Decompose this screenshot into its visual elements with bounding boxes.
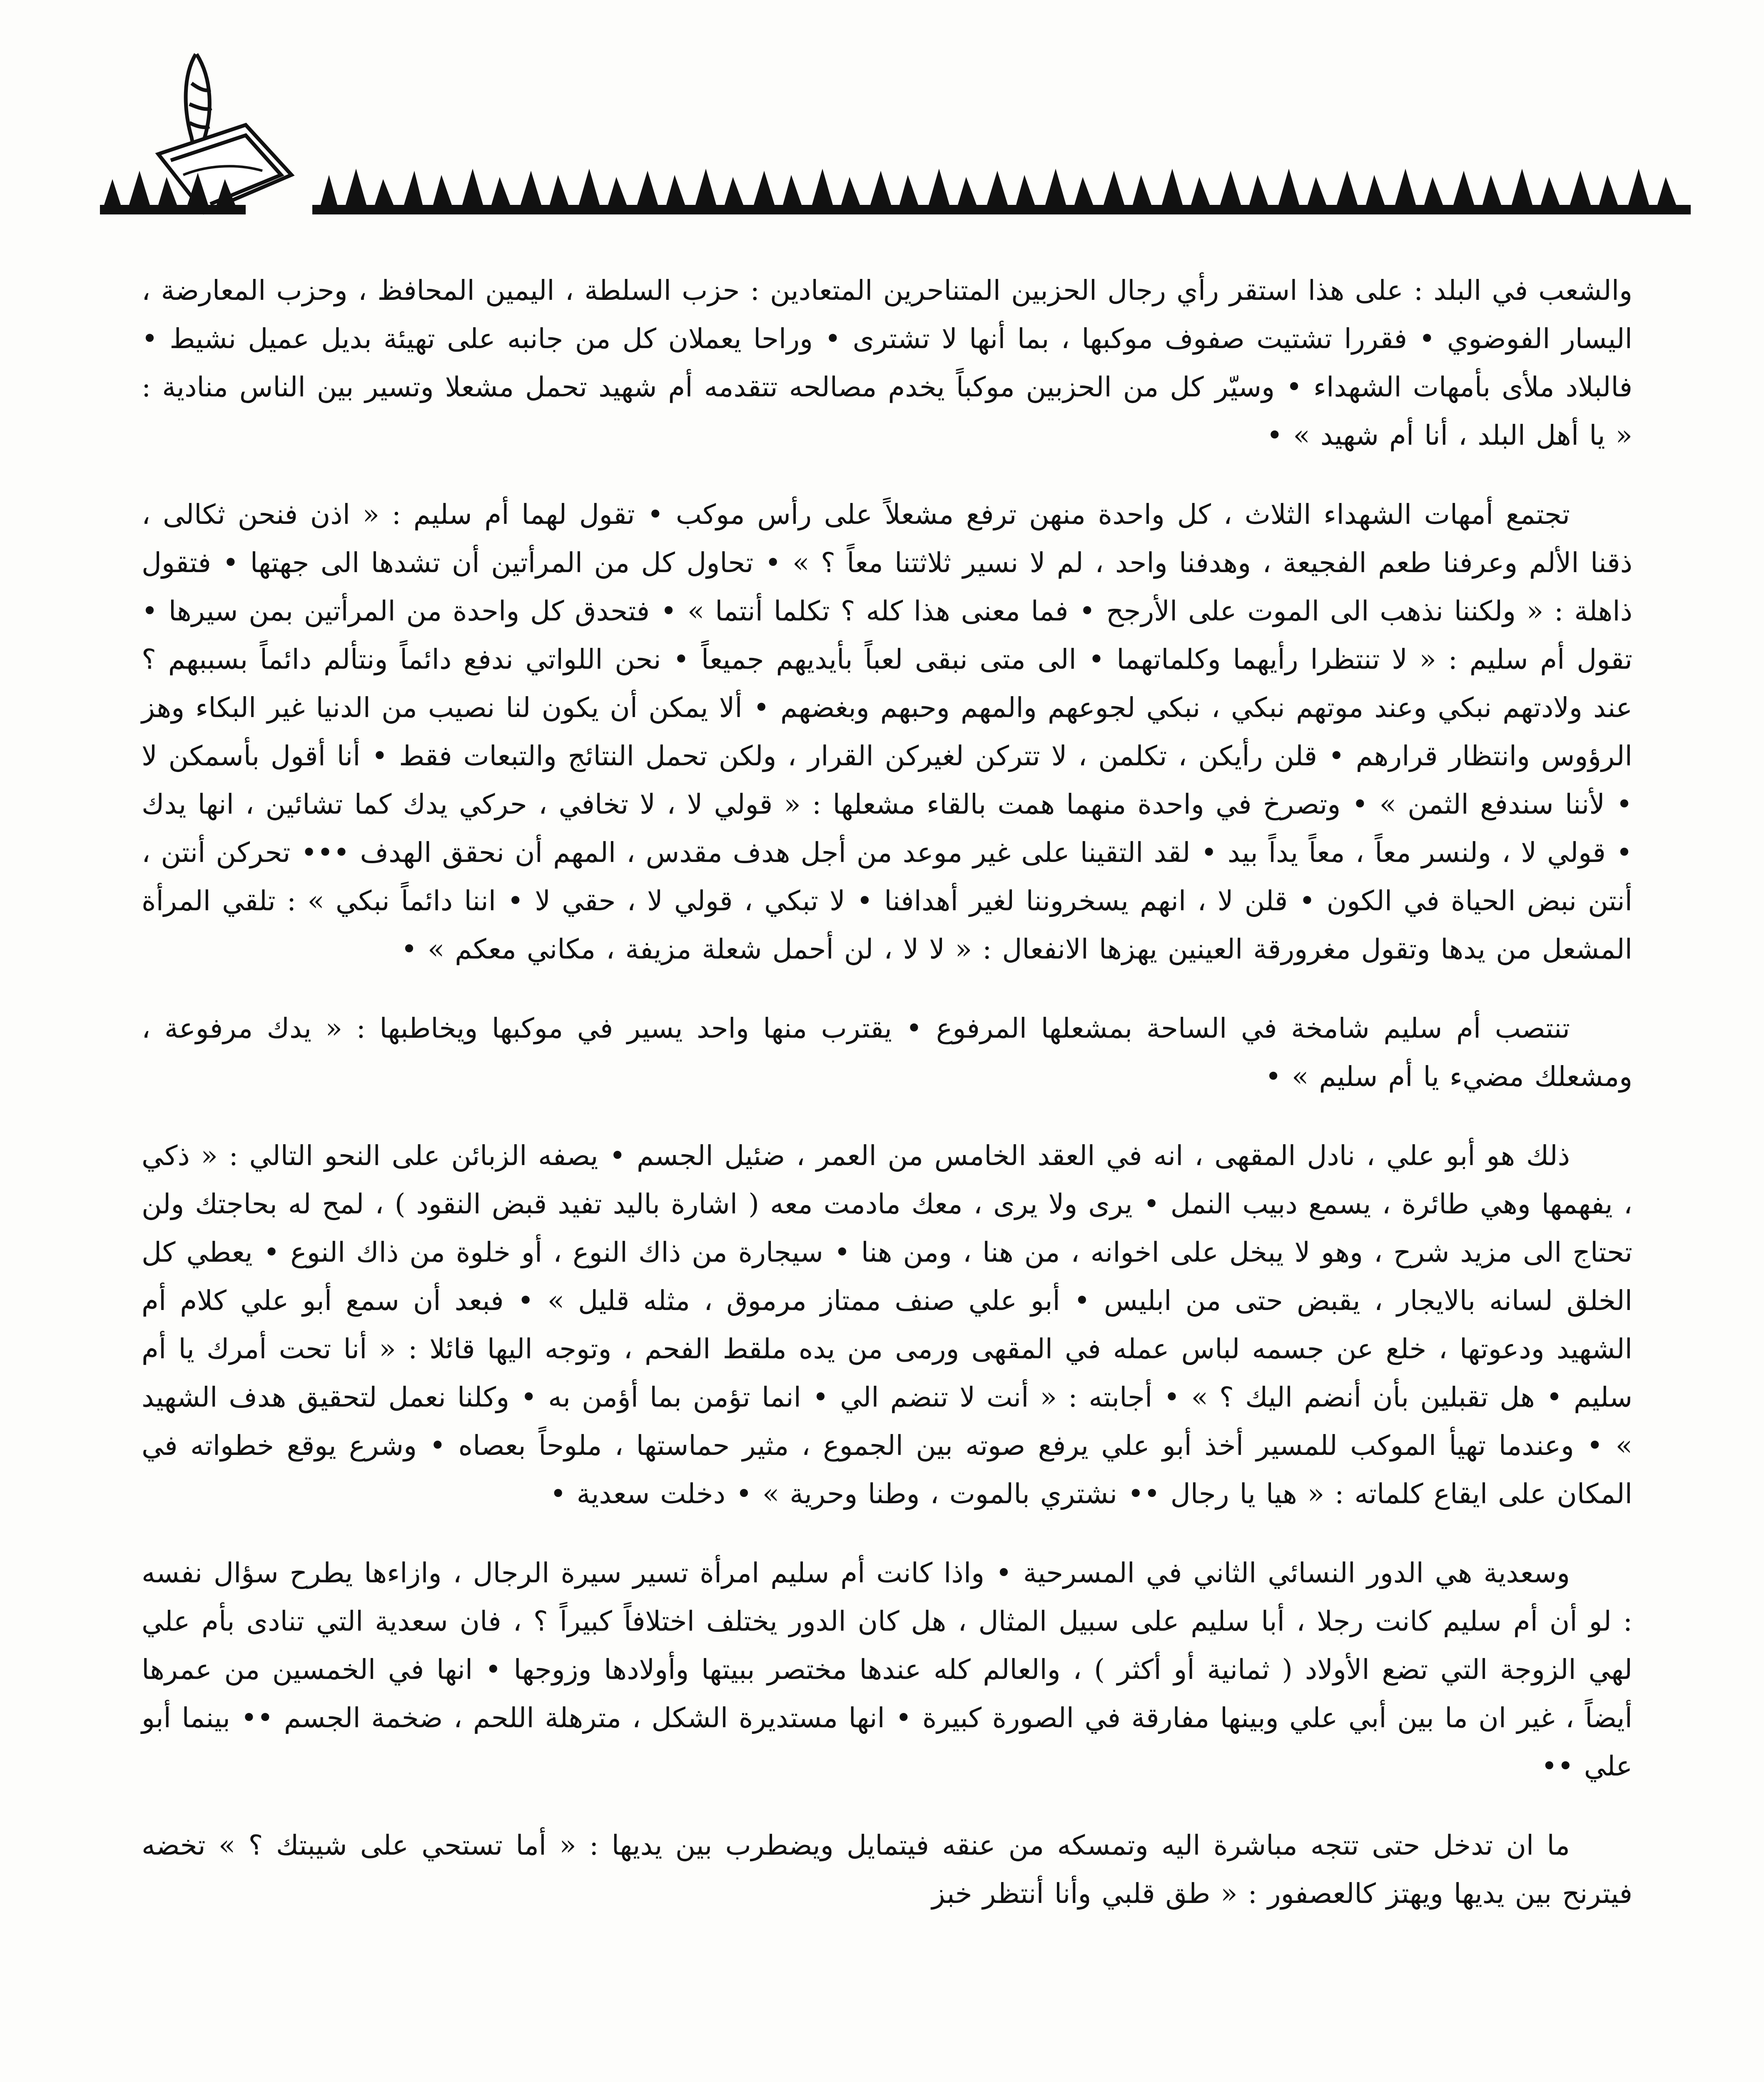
paragraph-3: تنتصب أم سليم شامخة في الساحة بمشعلها المرفوع • يقترب منها واحد يسير في موكبها ويخاطبها : « يدك مرفوعة ، ومشعلك مضيء يا أم سليم » • xyxy=(142,1012,1632,1093)
decorative-header-ornament xyxy=(46,50,1695,225)
paragraph-1: والشعب في البلد : على هذا استقر رأي رجال الحزبين المتناحرين المتعادين : حزب السلطة ، اليمين المحافظ ، وحزب المعارضة ، اليسار الفوضوي • فقررا تشتيت صفوف موكبها ، بما أنها لا تشترى • وراحا يعملان كل من جانبه على تهيئة بديل عميل نشيط • فالبلاد ملأى بأمهات الشهداء • وسيّر كل من الحزبين موكباً يخدم مصالحه تتقدمه أم شهيد تحمل مشعلا وتسير بين الناس منادية : « يا أهل البلد ، أنا أم شهيد » • xyxy=(142,274,1632,451)
paragraph-6: ما ان تدخل حتى تتجه مباشرة اليه وتمسكه من عنقه فيتمايل ويضطرب بين يديها : « أما تستحي على شيبتك ؟ » تخضه فيترنح بين يديها ويهتز كالعصفور : « طق قلبي وأنا أنتظر خبز xyxy=(142,1829,1632,1910)
paragraph-2: تجتمع أمهات الشهداء الثلاث ، كل واحدة منهن ترفع مشعلاً على رأس موكب • تقول لهما أم سليم : « اذن فنحن ثكالى ، ذقنا الألم وعرفنا طعم الفجيعة ، وهدفنا واحد ، لم لا نسير ثلاثتنا معاً ؟ » • تحاول كل من المرأتين أن تشدها الى جهتها • فتقول ذاهلة : « ولكننا نذهب الى الموت على الأرجح • فما معنى هذا كله ؟ تكلما أنتما » • فتحدق كل واحدة من المرأتين بمن سيرها • تقول أم سليم : « لا تنتظرا رأيهما وكلماتهما • الى متى نبقى لعباً بأيديهم جميعاً • نحن اللواتي ندفع دائماً ونتألم دائماً بسببهم ؟ عند ولادتهم نبكي وعند موتهم نبكي ، نبكي لجوعهم والمهم وحبهم وبغضهم • ألا يمكن أن يكون لنا نصيب من الدنيا غير البكاء وهز الرؤوس وانتظار قرارهم • قلن رأيكن ، تكلمن ، لا تتركن لغيركن القرار ، ولكن تحمل النتائج والتبعات فقط • أنا أقول بأسمكن لا • لأننا سندفع الثمن » • وتصرخ في واحدة منهما همت بالقاء مشعلها : « قولي لا ، لا تخافي ، حركي يدك كما تشائين ، انها يدك • قولي لا ، ولنسر معاً ، معاً يداً بيد • لقد التقينا على غير موعد من أجل هدف مقدس ، المهم أن نحقق الهدف ••• تحركن أنتن ، أنتن نبض الحياة في الكون • قلن لا ، انهم يسخروننا لغير أهدافنا • لا تبكي ، قولي لا ، حقي لا • اننا دائماً نبكي » : تلقي المرأة المشعل من يدها وتقول مغرورقة العينين يهزها الانفعال : « لا لا ، لن أحمل شعلة مزيفة ، مكاني معكم » • xyxy=(142,498,1633,965)
body-text xyxy=(142,266,1632,1949)
paragraph-5: وسعدية هي الدور النسائي الثاني في المسرحية • واذا كانت أم سليم امرأة تسير سيرة الرجال ، وازاءها يطرح سؤال نفسه : لو أن أم سليم كانت رجلا ، أبا سليم على سبيل المثال ، هل كان الدور يختلف اختلافاً كبيراً ؟ ، فان سعدية التي تنادى بأم علي لهي الزوجة التي تضع الأولاد ( ثمانية أو أكثر ) ، والعالم كله عندها مختصر ببيتها وأولادها وزوجها • انها في الخمسين من عمرها أيضاً ، غير ان ما بين أبي علي وبينها مفارقة في الصورة كبيرة • انها مستديرة الشكل ، مترهلة اللحم ، ضخمة الجسم •• بينما أبو علي •• xyxy=(142,1557,1632,1782)
paragraph-4: ذلك هو أبو علي ، نادل المقهى ، انه في العقد الخامس من العمر ، ضئيل الجسم • يصفه الزبائن على النحو التالي : « ذكي ، يفهمها وهي طائرة ، يسمع دبيب النمل • يرى ولا يرى ، معك مادمت معه ( اشارة باليد تفيد قبض النقود ) ، لمح له بحاجتك ولن تحتاج الى مزيد شرح ، وهو لا يبخل على اخوانه ، من هنا ، ومن هنا • سيجارة من ذاك النوع ، أو خلوة من ذاك النوع • يعطي كل الخلق لسانه بالايجار ، يقبض حتى من ابليس • أبو علي صنف ممتاز مرموق ، مثله قليل » • فبعد أن سمع أبو علي كلام أم الشهيد ودعوتها ، خلع عن جسمه لباس عمله في المقهى ورمى من يده ملقط الفحم ، وتوجه اليها قائلا : « أنا تحت أمرك يا أم سليم • هل تقبلين بأن أنضم اليك ؟ » • أجابته : « أنت لا تنضم الي • انما تؤمن بما أؤمن به • وكلنا نعمل لتحقيق هدف الشهيد » • وعندما تهيأ الموكب للمسير أخذ أبو علي يرفع صوته بين الجموع ، مثير حماستها ، ملوحاً بعصاه • وشرع يوقع خطواته في المكان على ايقاع كلماته : « هيا يا رجال •• نشتري بالموت ، وطنا وحرية » • دخلت سعدية • xyxy=(142,1140,1632,1510)
grass-band xyxy=(100,169,1691,214)
